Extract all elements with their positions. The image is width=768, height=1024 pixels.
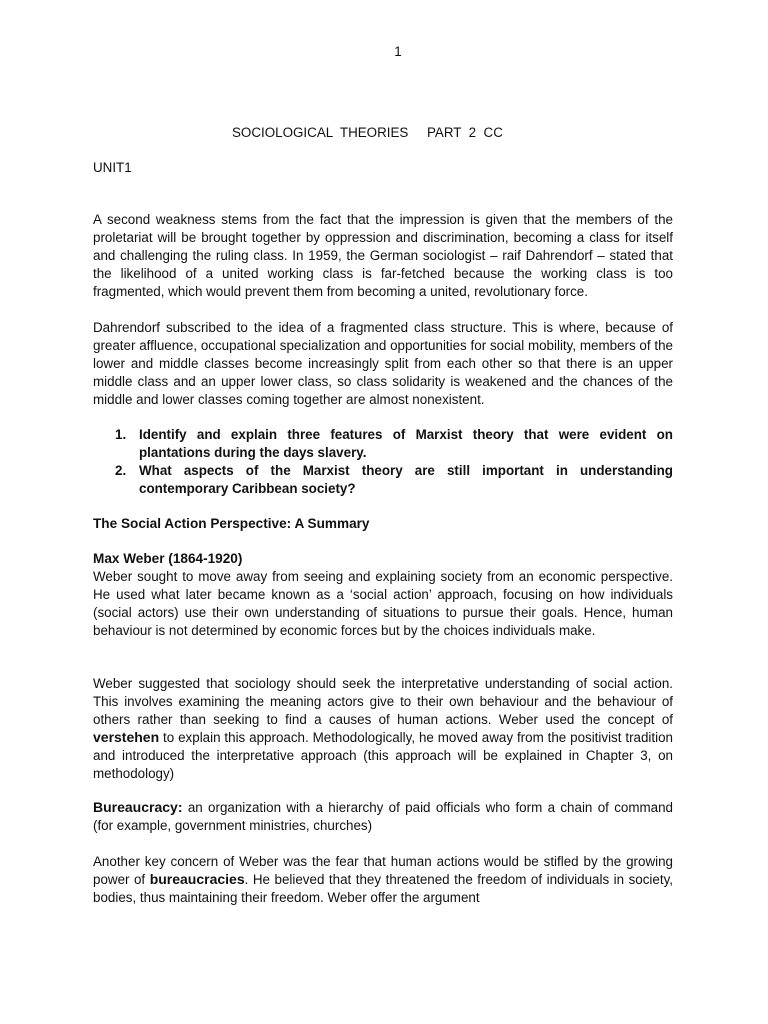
paragraph-text — [93, 853, 673, 907]
paragraph-text: Dahrendorf subscribed to the idea of a fragmented class structure. This is where, because of greater affluence, occupational specialization and opportunities for social mobility, members of the lower and middle classes become increasingly split from each other so that there is an upper middle class and an upper lower class, so class solidarity is weakened and the chances of the middle and lower classes coming together are almost nonexistent. — [93, 320, 673, 407]
paragraph-dahrendorf — [93, 319, 673, 409]
section-heading: The Social Action Perspective: A Summary — [93, 516, 370, 531]
paragraph-weber-interpretative — [93, 675, 673, 782]
text-run: Weber suggested that sociology should seek the interpretative understanding of social action. This involves examining the meaning actors give to their own behaviour and the behaviour of others rather than seeking to find a causes of human actions. Weber used the concept of — [93, 676, 673, 727]
text-run: an organization with a hierarchy of paid officials who form a chain of command (for example, government ministries, churches) — [93, 800, 673, 833]
question-number: 2. — [115, 462, 127, 478]
term-bureaucracies: bureaucracies — [149, 870, 245, 887]
person-heading: Max Weber (1864-1920) — [93, 551, 243, 566]
paragraph-text: Weber sought to move away from seeing and explaining society from an economic perspective. He used what later became known as a ‘social action’ approach, focusing on how individuals (social actors) use their own understanding of situations to pursue their goals. Hence, human behaviour is not determined by economic forces but by the choices individuals make. — [93, 569, 673, 638]
definition-bureaucracy — [93, 799, 673, 835]
paragraph-bureaucracies — [93, 853, 673, 907]
page-number: 1 — [394, 44, 402, 59]
unit-label: UNIT1 — [93, 160, 132, 175]
question-text: Identify and explain three features of Marxist theory that were evident on plantations during the days slavery. — [139, 427, 673, 460]
term-verstehen: verstehen — [93, 728, 160, 745]
text-run: . He believed that they threatened the freedom of individuals in society, bodies, thus maintaining their freedom. Weber offer the argument — [93, 871, 673, 905]
paragraph-text — [93, 799, 673, 835]
question-number: 1. — [115, 427, 127, 442]
term-bureaucracy: Bureaucracy: — [93, 799, 183, 815]
question-item — [93, 462, 673, 498]
paragraph-weakness — [93, 211, 673, 301]
document-title: SOCIOLOGICAL THEORIES PART 2 CC — [232, 125, 503, 140]
paragraph-weber-intro — [93, 568, 673, 640]
text-run: to explain this approach. Methodologically, he moved away from the positivist tradition and introduced the interpretative approach (this approach will be explained in Chapter 3, on methodology) — [93, 729, 673, 781]
text-run: Another key concern of Weber was the fear that human actions would be stifled by the growing power of — [93, 854, 673, 887]
paragraph-text — [93, 675, 673, 782]
paragraph-text: A second weakness stems from the fact that the impression is given that the members of the proletariat will be brought together by oppression and discrimination, becoming a class for itself and challenging the ruling class. In 1959, the German sociologist – raif Dahrendorf – stated that the likelihood of a united working class is far-fetched because the working class is too fragmented, which would prevent them from becoming a united, revolutionary force. — [93, 212, 673, 299]
question-item — [93, 426, 673, 462]
question-text: What aspects of the Marxist theory are still important in understanding contemporary Caribbean society? — [139, 462, 673, 496]
question-list — [93, 426, 673, 498]
